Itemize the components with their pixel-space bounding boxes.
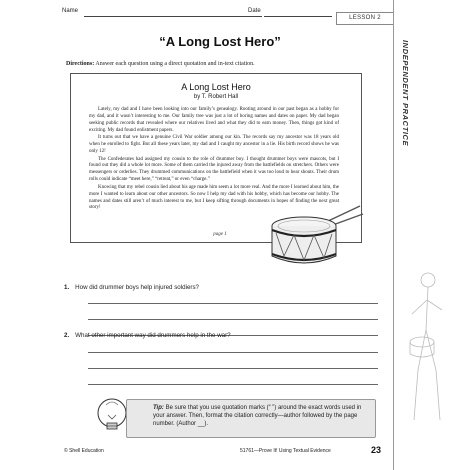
tip-box bbox=[126, 399, 376, 438]
date-field[interactable] bbox=[264, 16, 332, 17]
name-field[interactable] bbox=[84, 16, 262, 17]
name-label: Name bbox=[62, 8, 79, 14]
passage-body bbox=[89, 107, 339, 213]
question-text: How did drummer boys help injured soldiers? bbox=[75, 284, 199, 291]
passage-paragraph: Knowing that my rebel cousin lied about his age made him seem a lot more real. And the more I learned about him, the more I wanted to learn about our other ancestors. So now I help my dad with his hobby, which has become our hobby. The names and dates still aren’t of much interest to me, but I keep sifting through documents in hopes of finding the next great story! bbox=[89, 184, 339, 211]
name-date-header bbox=[62, 8, 382, 20]
passage-author: by T. Robert Hall bbox=[193, 94, 239, 100]
drum-icon bbox=[264, 204, 364, 276]
question-number: 1. bbox=[64, 284, 70, 291]
passage-paragraph: The Confederates had assigned my cousin to the role of drummer boy. I thought drummer boys were mascots, but I found out they did a whole lot more. Some of them carried the injured away from the battlefields on stretchers. Others were messengers or orderlies. They drummed communications on the battlefield when it was too loud to hear shouts. Their drum rolls could indicate “meet here,” “retreat,” or even “charge.” bbox=[89, 156, 339, 183]
passage-title: A Long Lost Hero bbox=[181, 82, 251, 92]
answer-line[interactable] bbox=[88, 319, 378, 320]
independent-practice-label: INDEPENDENT PRACTICE bbox=[401, 40, 410, 147]
tip-label: Tip: bbox=[153, 405, 164, 411]
directions-text: Answer each question using a direct quotation and in-text citation. bbox=[95, 61, 255, 67]
drummer-illustration-icon bbox=[396, 250, 456, 450]
question-2 bbox=[64, 332, 231, 339]
tip-body: Be sure that you use quotation marks (“ ”) around the exact words used in your answer. Then, format the citation correctly—author followed by the page number. (Author __). bbox=[153, 405, 362, 427]
answer-line[interactable] bbox=[88, 384, 378, 385]
question-1 bbox=[64, 284, 199, 291]
answer-line[interactable] bbox=[88, 352, 378, 353]
directions bbox=[66, 61, 386, 67]
lesson-tab: LESSON 2 bbox=[336, 12, 394, 25]
page-title: “A Long Lost Hero” bbox=[159, 34, 281, 49]
question-text: What other important way did drummers help in the war? bbox=[75, 332, 231, 339]
directions-label: Directions: bbox=[66, 61, 95, 67]
footer-copyright: © Shell Education bbox=[64, 448, 104, 454]
question-number: 2. bbox=[64, 332, 70, 339]
date-label: Date bbox=[248, 8, 261, 14]
side-label bbox=[392, 40, 414, 190]
passage-paragraph: Lately, my dad and I have been looking into our family’s genealogy. Rooting around in our past began as a hobby for my dad, and it wasn’t interesting to me. Our family tree was just a lot of boring names and dates on paper. My dad began seeking public records that revealed where our relatives lived and what they did to earn money. Then, things got kind of exciting. My dad found enlistment papers. bbox=[89, 107, 339, 133]
tip-text bbox=[153, 405, 368, 428]
answer-line[interactable] bbox=[88, 368, 378, 369]
passage-paragraph: It turns out that we have a genuine Civil War soldier among our kin. The records say my ancestor was 18 years old when he enrolled to fight. But all these years later, my dad and I caught my ancestor in a lie. His birth record shows he was only 12! bbox=[89, 135, 339, 155]
passage-page-number: page 1 bbox=[213, 232, 227, 237]
footer-book-title: 51761—Prove It! Using Textual Evidence bbox=[240, 448, 331, 454]
footer-page-number: 23 bbox=[370, 445, 381, 455]
answer-line[interactable] bbox=[88, 303, 378, 304]
